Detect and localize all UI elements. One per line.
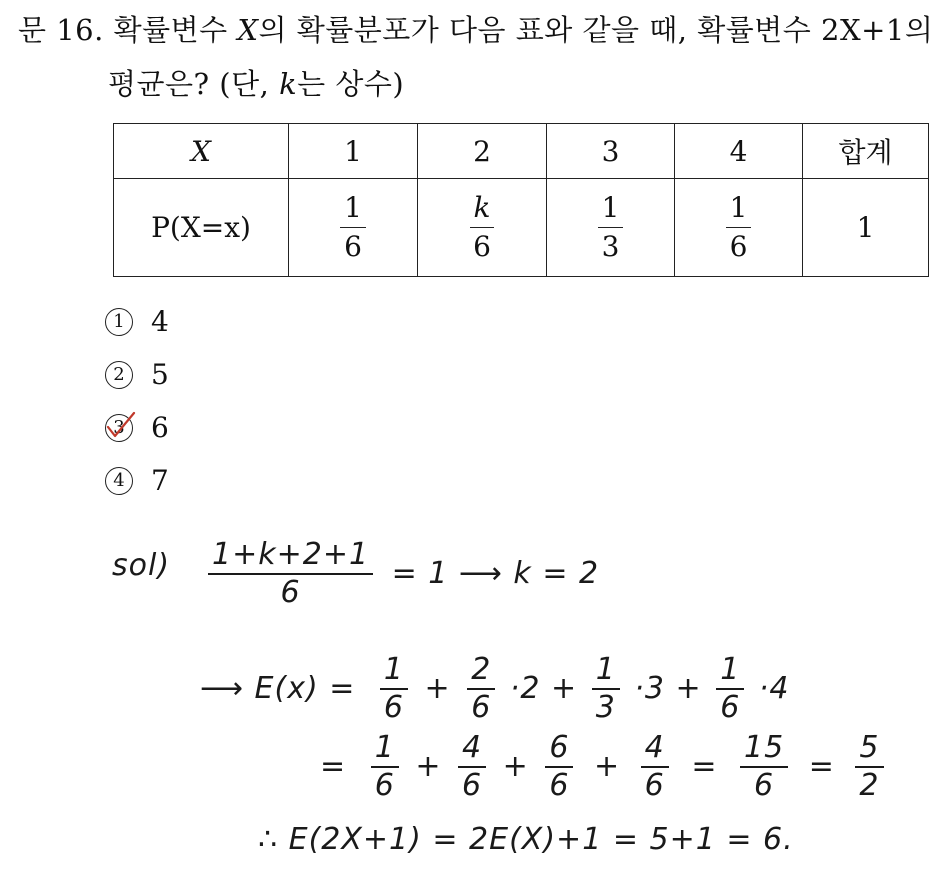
step2-term4-den: 6	[720, 690, 741, 725]
step2-term2-op: ·2 +	[509, 670, 578, 706]
step3-term3-op: +	[593, 748, 621, 784]
step3-term4-num: 4	[641, 733, 669, 768]
step2-term1-num: 1	[380, 655, 408, 690]
prob-4-den: 6	[729, 230, 748, 263]
table-prob-3	[547, 179, 675, 277]
choice-4[interactable]	[105, 464, 169, 497]
step3-term1-num: 1	[371, 733, 399, 768]
table-value-4: 4	[675, 124, 803, 179]
step3-term5-op: =	[808, 748, 835, 784]
step3-term6-den: 2	[859, 768, 880, 803]
choice-1-value: 4	[151, 305, 169, 338]
choice-1-mark: 1	[105, 308, 133, 336]
prob-1-den: 6	[344, 230, 362, 263]
prob-1-num: 1	[340, 194, 366, 228]
step3-term5-num: 15	[740, 733, 788, 768]
prob-2-num: k	[470, 194, 495, 228]
step3-term4-den: 6	[644, 768, 665, 803]
choice-2-value: 5	[151, 358, 169, 391]
question-line-2	[108, 62, 404, 103]
step3-term3-num: 6	[545, 733, 573, 768]
choice-1[interactable]	[105, 305, 169, 338]
table-prob-1	[289, 179, 418, 277]
step3-term1-den: 6	[374, 768, 395, 803]
solution-step-4: ∴ E(2X+1) = 2E(X)+1 = 5+1 = 6.	[258, 822, 794, 857]
table-value-1: 1	[289, 124, 418, 179]
question-line2-prefix: 평균은? (단,	[108, 67, 280, 101]
choice-2[interactable]	[105, 358, 169, 391]
table-value-3: 3	[547, 124, 675, 179]
solution-step-2	[200, 652, 790, 725]
expression: 2X+1	[821, 13, 905, 47]
question-suffix: 의	[904, 13, 934, 47]
prob-4-num: 1	[726, 194, 752, 228]
table-prob-label: P(X=x)	[114, 179, 289, 277]
choice-4-value: 7	[151, 464, 169, 497]
question-prefix: 문 16. 확률변수	[18, 13, 238, 47]
choice-3[interactable]	[105, 411, 169, 444]
step2-term3-num: 1	[592, 655, 620, 690]
step3-term3-den: 6	[549, 768, 570, 803]
step2-prefix: ⟶ E(x) =	[200, 670, 356, 706]
step2-term2-num: 2	[467, 655, 495, 690]
table-header-x: X	[114, 124, 289, 179]
step2-term3-op: ·3 +	[634, 670, 702, 706]
step3-term6-num: 5	[855, 733, 883, 768]
step3-term2-num: 4	[458, 733, 486, 768]
step2-term3-den: 3	[595, 690, 616, 725]
step3-term2-den: 6	[462, 768, 483, 803]
step3-term5-den: 6	[754, 768, 775, 803]
question-line2-suffix: 는 상수)	[297, 67, 405, 101]
question-line-1	[18, 8, 933, 49]
choice-3-mark-label: 3	[113, 416, 125, 438]
table-value-2: 2	[418, 124, 547, 179]
step2-term2-den: 6	[471, 690, 492, 725]
prob-2-den: 6	[473, 230, 491, 263]
solution-step-3	[320, 730, 884, 803]
step1-numerator: 1+k+2+1	[208, 540, 373, 575]
step3-term4-op: =	[691, 748, 718, 784]
prob-3-den: 3	[601, 230, 620, 263]
choice-3-value: 6	[151, 411, 169, 444]
step3-term1-op: +	[415, 748, 442, 784]
variable-x: X	[237, 13, 259, 47]
table-row-values	[114, 124, 929, 179]
choice-4-mark: 4	[105, 467, 133, 495]
table-total-label: 합계	[803, 124, 929, 179]
step2-term1-den: 6	[383, 690, 404, 725]
table-prob-4	[675, 179, 803, 277]
step1-denominator: 6	[280, 575, 301, 610]
probability-table	[113, 123, 929, 277]
step3-term2-op: +	[502, 748, 529, 784]
choice-3-mark	[105, 414, 133, 442]
prob-3-num: 1	[598, 194, 624, 228]
table-prob-2	[418, 179, 547, 277]
step2-term4-op: ·4	[758, 670, 790, 706]
check-mark-icon	[104, 409, 138, 443]
step3-prefix: =	[320, 748, 347, 784]
table-row-probs	[114, 179, 929, 277]
table-total-value: 1	[803, 179, 929, 277]
step1-rest: = 1 ⟶ k = 2	[391, 555, 600, 591]
variable-k: k	[279, 67, 298, 101]
question-middle: 의 확률분포가 다음 표와 같을 때, 확률변수	[258, 13, 822, 47]
choice-2-mark: 2	[105, 361, 133, 389]
solution-step-1	[208, 537, 600, 610]
step2-term4-num: 1	[716, 655, 744, 690]
step2-term1-op: +	[424, 670, 451, 706]
solution-label: sol)	[112, 548, 171, 583]
